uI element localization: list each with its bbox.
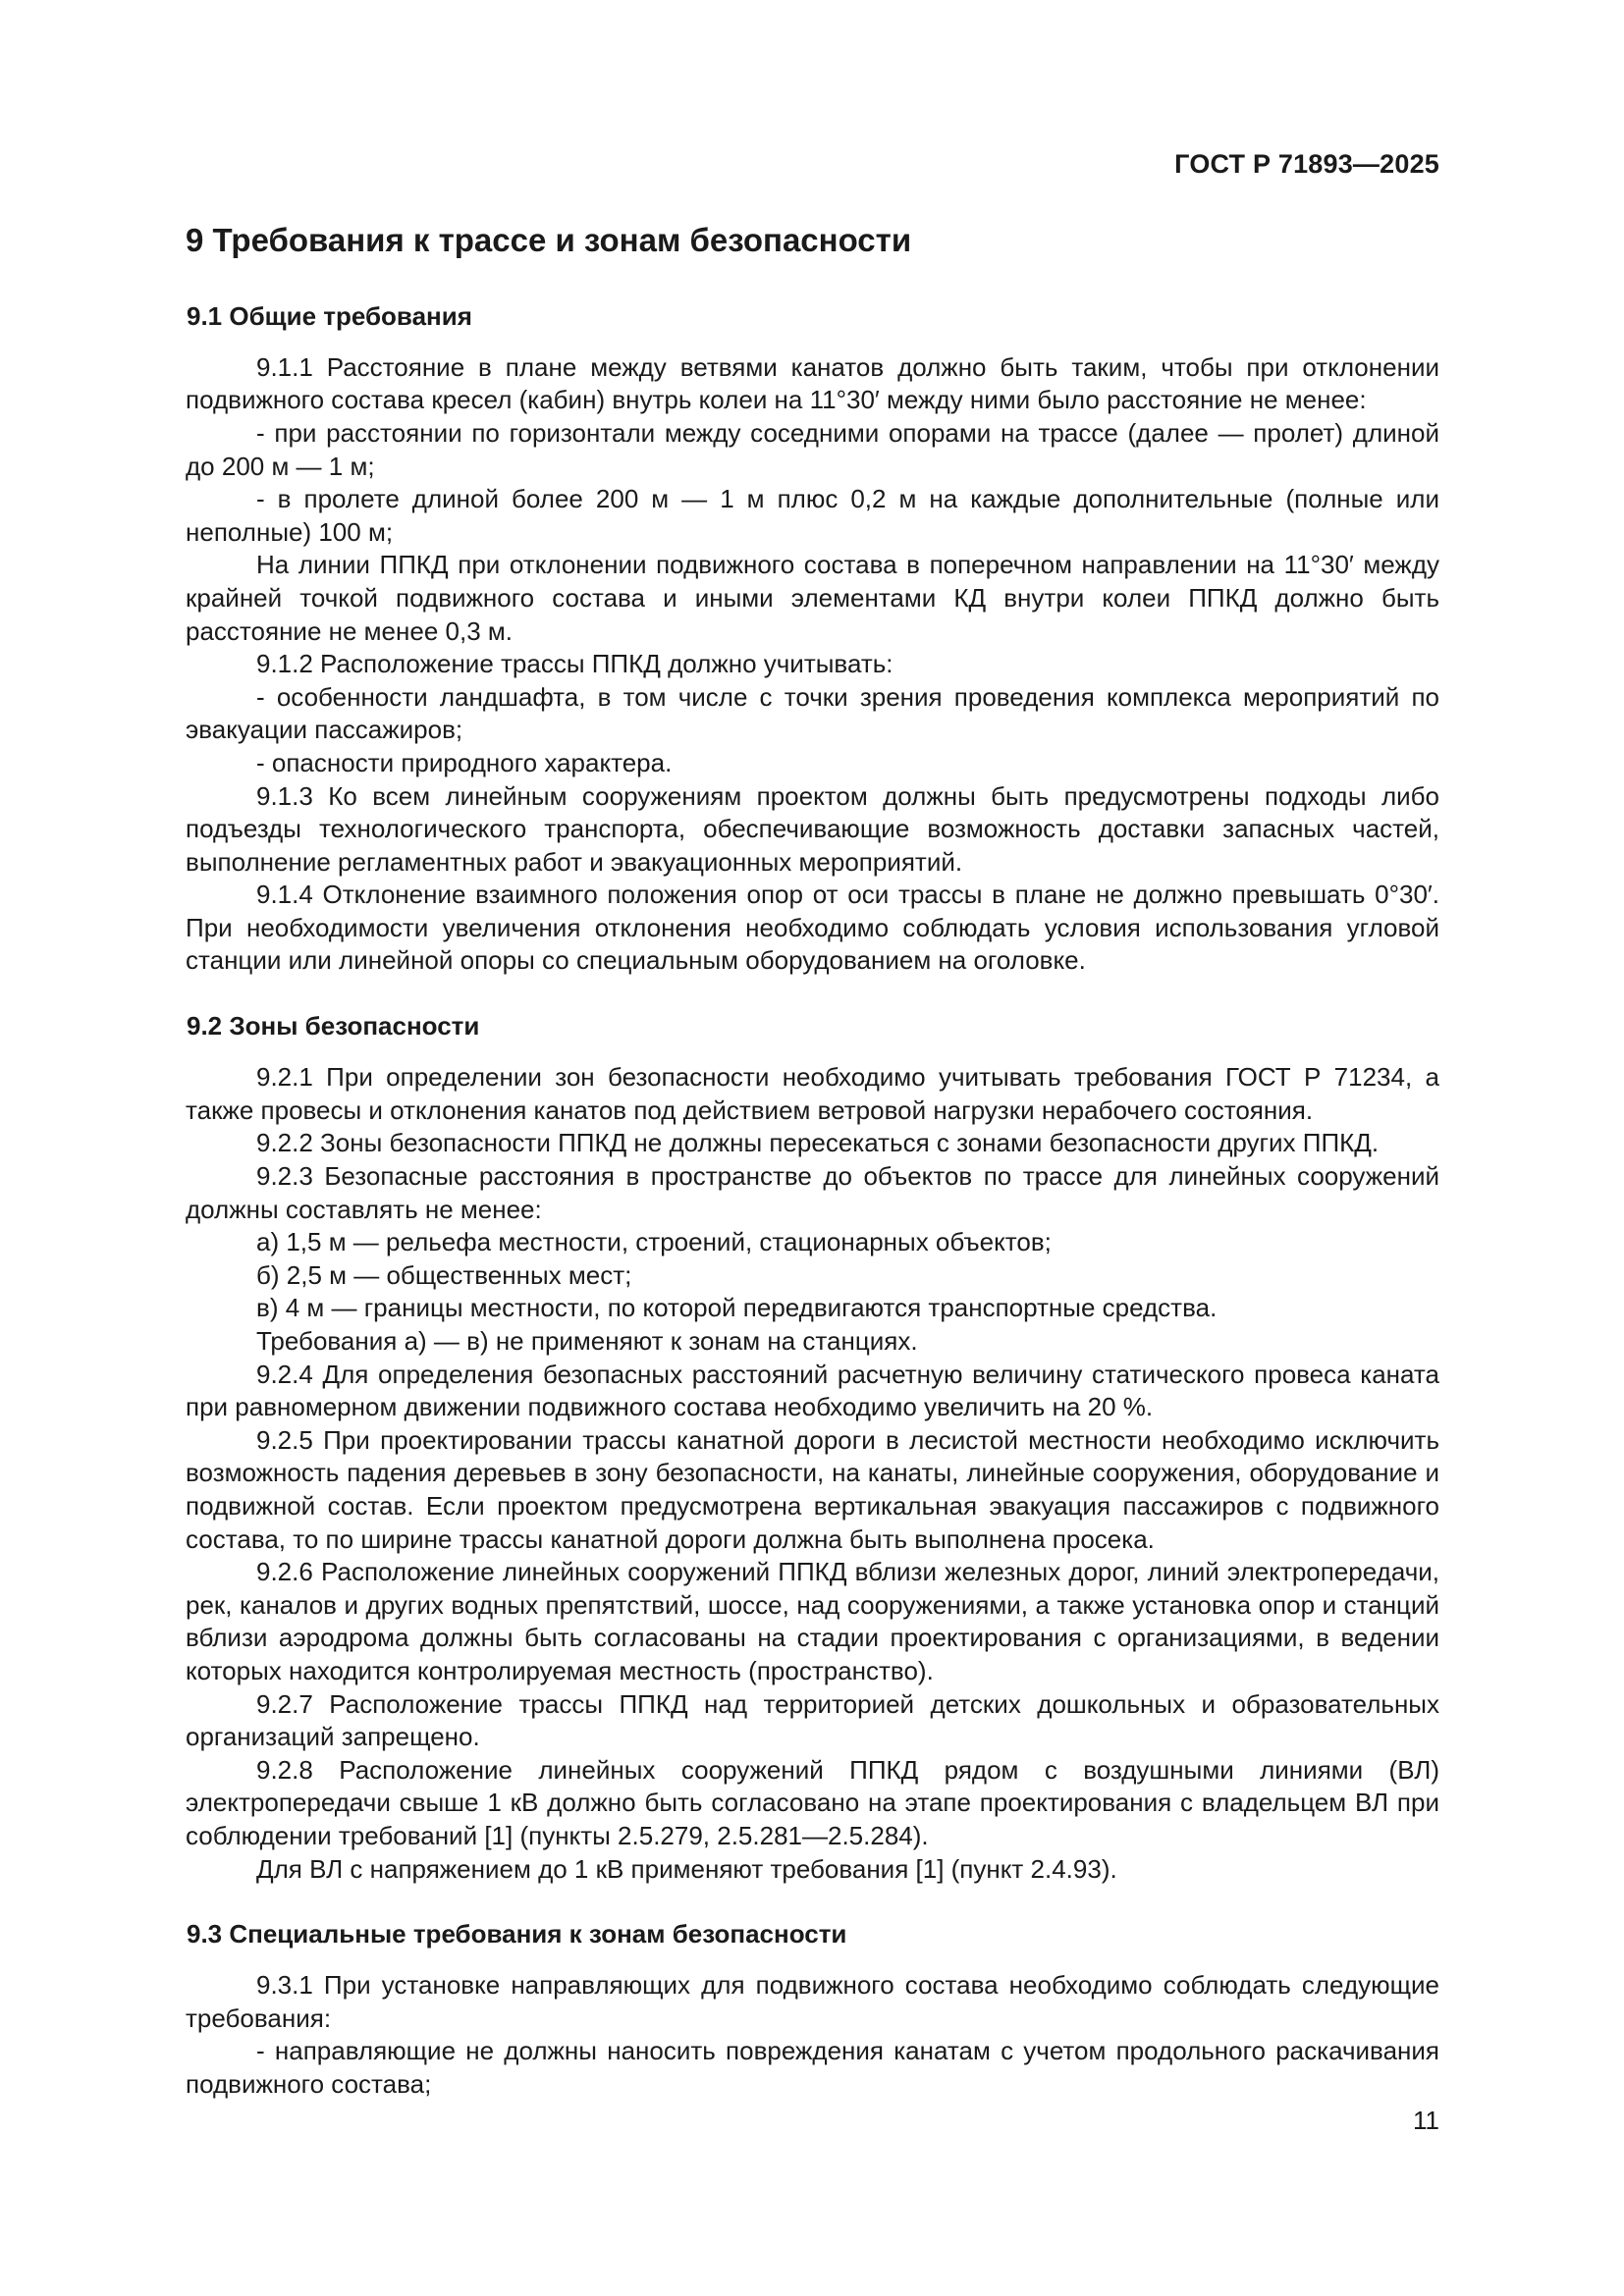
paragraph-9-3-1: 9.3.1 При установке направляющих для подвижного состава необходимо соблюдать следующие требования: — [186, 1970, 1439, 2033]
paragraph: Для ВЛ с напряжением до 1 кВ применяют требования [1] (пункт 2.4.93). — [256, 1853, 1117, 1884]
paragraph-9-1-2: 9.1.2 Расположение трассы ППКД должно учитывать: — [256, 649, 893, 679]
paragraph-9-2-2: 9.2.2 Зоны безопасности ППКД не должны пересекаться с зонами безопасности других ППКД. — [256, 1128, 1380, 1158]
paragraph-9-2-5: 9.2.5 При проектировании трассы канатной дороги в лесистой местности необходимо исключить возможность падения деревьев в зону безопасности, на канаты, линейные сооружения, оборудование и подвижной состав. Если проектом предусмотрена вертикальная эвакуация пассажиров с подвижного состава, то по ширине трассы канатной дороги должна быть выполнена просека. — [186, 1424, 1439, 1554]
paragraph: Требования а) — в) не применяют к зонам на станциях. — [256, 1326, 918, 1356]
subsection-title: 9.1 Общие требования — [187, 300, 472, 331]
list-item: а) 1,5 м — рельефа местности, строений, стационарных объектов; — [256, 1227, 1052, 1257]
paragraph-9-2-3: 9.2.3 Безопасные расстояния в пространстве до объектов по трассе для линейных сооружений должны составлять не менее: — [186, 1161, 1439, 1224]
list-item: - при расстоянии по горизонтали между соседними опорами на трассе (далее — пролет) длиной до 200 м — 1 м; — [186, 417, 1439, 481]
paragraph-9-2-4: 9.2.4 Для определения безопасных расстояний расчетную величину статического провеса каната при равномерном движении подвижного состава необходимо увеличить на 20 %. — [186, 1359, 1439, 1422]
subsection-title: 9.3 Специальные требования к зонам безопасности — [187, 1919, 847, 1949]
subsection-9-3 — [186, 1919, 1439, 2102]
list-item: - направляющие не должны наносить повреждения канатам с учетом продольного раскачивания подвижного состава; — [186, 2036, 1439, 2100]
list-item: - опасности природного характера. — [256, 747, 673, 777]
paragraph: На линии ППКД при отклонении подвижного состава в поперечном направлении на 11°30′ между крайней точкой подвижного состава и иными элементами КД внутри колеи ППКД должно быть расстояние не менее 0,3 м. — [186, 550, 1439, 646]
page-content — [186, 221, 1439, 2102]
page-number: 11 — [1413, 2106, 1439, 2135]
paragraph-9-2-8: 9.2.8 Расположение линейных сооружений ППКД рядом с воздушными линиями (ВЛ) электропередачи свыше 1 кВ должно быть согласовано на этапе проектирования с владельцем ВЛ при соблюдении требований [1] (пункты 2.5.279, 2.5.281—2.5.284). — [186, 1754, 1439, 1850]
subsection-9-2 — [186, 1011, 1439, 1886]
section-title: 9 Требования к трассе и зонам безопасности — [186, 222, 912, 258]
subsection-9-1 — [186, 301, 1439, 978]
subsection-title: 9.2 Зоны безопасности — [187, 1011, 480, 1041]
paragraph-9-1-3: 9.1.3 Ко всем линейным сооружениям проектом должны быть предусмотрены подходы либо подъезды технологического транспорта, обеспечивающие возможность доставки запасных частей, выполнение регламентных работ и эвакуационных мероприятий. — [186, 780, 1439, 877]
list-item: в) 4 м — границы местности, по которой передвигаются транспортные средства. — [256, 1293, 1218, 1323]
paragraph-9-2-7: 9.2.7 Расположение трассы ППКД над территорией детских дошкольных и образовательных организаций запрещено. — [186, 1688, 1439, 1752]
paragraph-9-1-4: 9.1.4 Отклонение взаимного положения опор от оси трассы в плане не должно превышать 0°30′. При необходимости увеличения отклонения необходимо соблюдать условия использования угловой станции или линейной опоры со специальным оборудованием на оголовке. — [186, 880, 1439, 976]
document-code: ГОСТ Р 71893—2025 — [1174, 149, 1439, 179]
paragraph-9-1-1: 9.1.1 Расстояние в плане между ветвями канатов должно быть таким, чтобы при отклонении подвижного состава кресел (кабин) внутрь колеи на 11°30′ между ними было расстояние не менее: — [186, 351, 1439, 415]
list-item: б) 2,5 м — общественных мест; — [256, 1259, 632, 1290]
list-item: - особенности ландшафта, в том числе с точки зрения проведения комплекса мероприятий по эвакуации пассажиров; — [186, 681, 1439, 745]
paragraph-9-2-6: 9.2.6 Расположение линейных сооружений ППКД вблизи железных дорог, линий электропередачи, рек, каналов и других водных препятствий, шоссе, над сооружениями, а также установка опор и станций вблизи аэродрома должны быть согласованы на стадии проектирования с организациями, в ведении которых находится контролируемая местность (пространство). — [186, 1557, 1439, 1685]
list-item: - в пролете длиной более 200 м — 1 м плюс 0,2 м на каждые дополнительные (полные или неполные) 100 м; — [186, 484, 1439, 547]
paragraph-9-2-1: 9.2.1 При определении зон безопасности необходимо учитывать требования ГОСТ Р 71234, а также провесы и отклонения канатов под действием ветровой нагрузки нерабочего состояния. — [186, 1062, 1439, 1125]
